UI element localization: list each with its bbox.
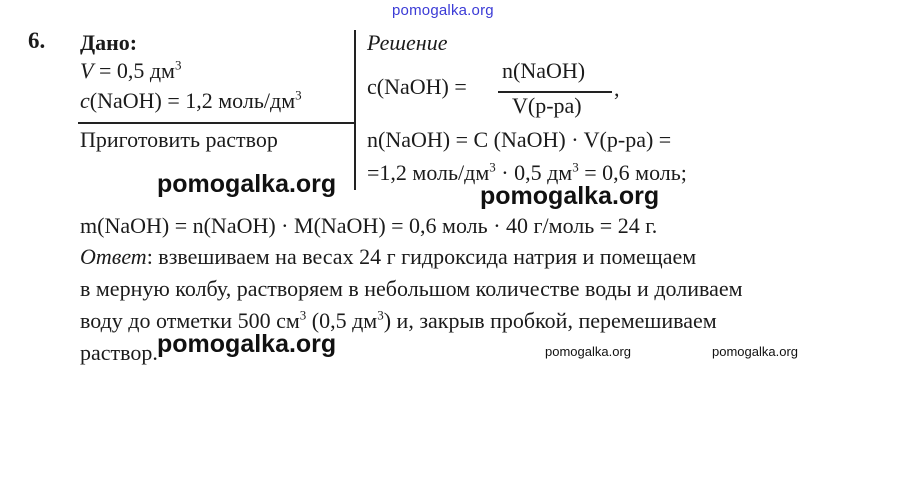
concentration-lhs: c(NaOH) = — [367, 74, 467, 99]
fraction-tail: , — [614, 76, 620, 101]
moles-formula: n(NaOH) = C (NaOH) · V(р-ра) = — [367, 127, 672, 152]
answer-line-3-c: ) и, закрыв пробкой, перемешиваем — [383, 308, 717, 333]
watermark-top: pomogalka.org — [392, 2, 494, 19]
given-concentration-exp: 3 — [295, 87, 302, 103]
calc-part-b: · 0,5 дм — [495, 160, 573, 185]
answer-line-1-text: : взвешиваем на весах 24 г гидроксида натрия и помещаем — [146, 244, 697, 269]
watermark-mid-left: pomogalka.org — [157, 170, 337, 198]
answer-exp-dm: 3 — [377, 307, 384, 323]
given-volume-value: = 0,5 дм — [93, 58, 175, 83]
watermark-bottom-small-1: pomogalka.org — [545, 344, 631, 359]
mass-formula: m(NaOH) = n(NaOH) · M(NaOH) = 0,6 моль · 40 г/моль = 24 г. — [80, 213, 658, 238]
given-volume-exp: 3 — [174, 57, 182, 73]
calc-part-c: = 0,6 моль; — [578, 160, 687, 185]
problem-number: 6. — [28, 28, 46, 53]
answer-line-4: раствор. — [80, 340, 158, 365]
answer-label: Ответ — [80, 244, 147, 269]
fraction-numerator: n(NaOH) — [502, 58, 586, 83]
watermark-mid-right: pomogalka.org — [480, 182, 660, 210]
answer-line-1 — [80, 244, 696, 270]
calc-exp-a: 3 — [489, 159, 496, 175]
given-concentration-symbol: c — [80, 88, 90, 113]
given-volume-symbol: V — [80, 58, 94, 83]
fraction-denominator: V(р-ра) — [512, 93, 582, 118]
answer-line-2: в мерную колбу, растворяем в небольшом количестве воды и доливаем — [80, 276, 743, 301]
calc-part-a: =1,2 моль/дм — [367, 160, 490, 185]
given-concentration-value: (NaOH) = 1,2 моль/дм — [89, 88, 296, 113]
given-task: Приготовить раствор — [80, 127, 278, 152]
solution-title: Решение — [367, 30, 448, 55]
given-volume — [80, 58, 181, 84]
watermark-bottom-left: pomogalka.org — [157, 330, 337, 358]
calc-exp-b: 3 — [572, 159, 579, 175]
answer-line-3-b: (0,5 дм — [306, 308, 378, 333]
given-concentration — [80, 88, 302, 114]
given-title: Дано: — [80, 30, 138, 55]
answer-exp-cm: 3 — [299, 307, 307, 323]
watermark-bottom-small-2: pomogalka.org — [712, 344, 798, 359]
given-solution-divider — [354, 30, 356, 190]
answer-line-3-a: воду до отметки 500 см — [80, 308, 300, 333]
given-divider — [78, 122, 355, 124]
